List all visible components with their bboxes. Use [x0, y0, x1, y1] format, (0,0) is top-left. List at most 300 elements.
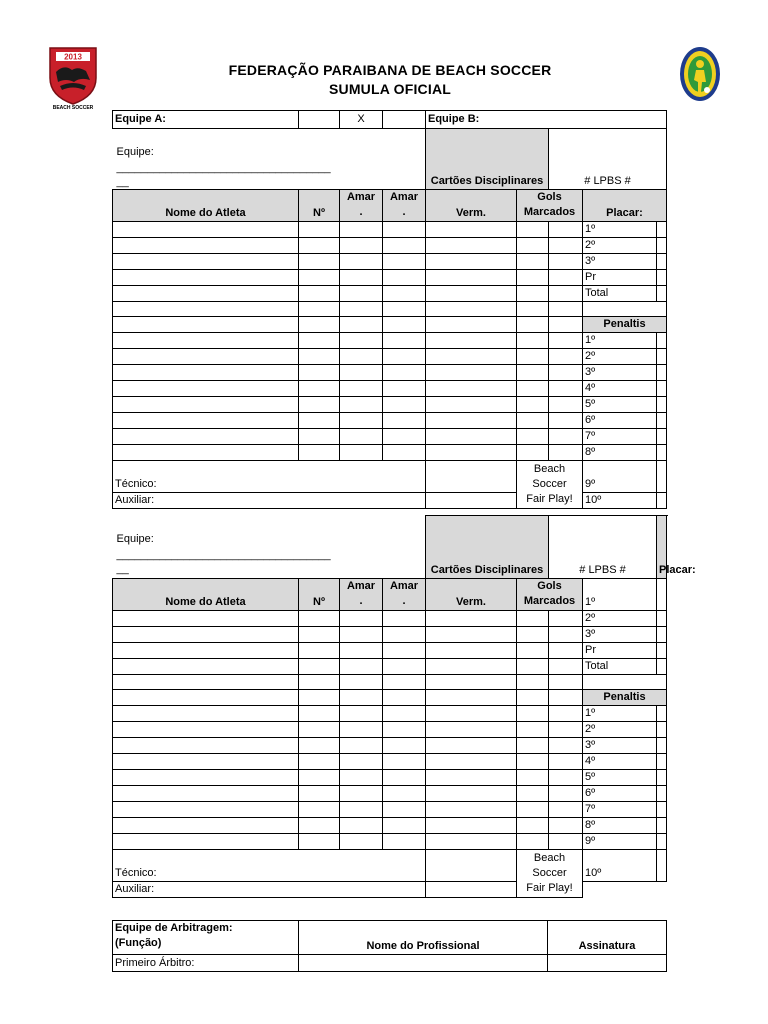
equipe-b-score[interactable]	[383, 111, 426, 129]
player-gols2-cell[interactable]	[549, 833, 583, 849]
penalty-row-value[interactable]	[657, 364, 667, 380]
player-vermelho-cell[interactable]	[426, 444, 517, 460]
player-number-cell[interactable]	[299, 380, 340, 396]
penaltis-header: Penaltis	[583, 689, 667, 705]
player-vermelho-cell[interactable]	[426, 785, 517, 801]
player-vermelho-cell[interactable]	[426, 253, 517, 269]
lpbs-header: # LPBS #	[549, 516, 657, 579]
player-number-cell[interactable]	[299, 253, 340, 269]
player-amarelo1-cell[interactable]	[340, 301, 383, 316]
player-amarelo2-cell[interactable]	[383, 785, 426, 801]
player-vermelho-cell[interactable]	[426, 689, 517, 705]
player-amarelo1-cell[interactable]	[340, 396, 383, 412]
period-row-value[interactable]	[657, 626, 667, 642]
auxiliar-signature[interactable]	[426, 492, 517, 508]
player-gols1-cell[interactable]	[517, 833, 549, 849]
player-amarelo2-cell[interactable]	[383, 364, 426, 380]
player-amarelo2-cell[interactable]	[383, 348, 426, 364]
player-vermelho-cell[interactable]	[426, 269, 517, 285]
cartoes-header: Cartões Disciplinares	[426, 516, 549, 579]
player-vermelho-cell[interactable]	[426, 237, 517, 253]
penalty-row-value[interactable]	[657, 492, 667, 508]
player-gols2-cell[interactable]	[549, 221, 583, 237]
penalty-row-label: 8º	[583, 817, 657, 833]
player-vermelho-cell[interactable]	[426, 721, 517, 737]
player-gols2-cell[interactable]	[549, 253, 583, 269]
player-gols2-cell[interactable]	[549, 610, 583, 626]
player-gols2-cell[interactable]	[549, 642, 583, 658]
player-name-cell[interactable]	[113, 801, 299, 817]
player-gols1-cell[interactable]	[517, 412, 549, 428]
player-gols1-cell[interactable]	[517, 658, 549, 674]
versus-mark: X	[340, 111, 383, 129]
player-row	[113, 801, 667, 817]
player-number-cell[interactable]	[299, 626, 340, 642]
player-number-cell[interactable]	[299, 348, 340, 364]
penalty-row-value[interactable]	[657, 817, 667, 833]
period-row-value[interactable]	[657, 253, 667, 269]
player-gols2-cell[interactable]	[549, 332, 583, 348]
player-name-cell[interactable]	[113, 721, 299, 737]
primeiro-arbitro-assinatura[interactable]	[548, 955, 667, 972]
penalty-row-value[interactable]	[657, 332, 667, 348]
period-row-value[interactable]	[657, 221, 667, 237]
penaltis-header: Penaltis	[583, 316, 667, 332]
player-name-cell[interactable]	[113, 221, 299, 237]
col-gols-marcados	[517, 578, 583, 610]
player-name-cell[interactable]	[113, 769, 299, 785]
player-amarelo1-cell[interactable]	[340, 737, 383, 753]
player-name-cell[interactable]	[113, 689, 299, 705]
player-amarelo1-cell[interactable]	[340, 444, 383, 460]
player-gols1-cell[interactable]	[517, 769, 549, 785]
penalty-row-value[interactable]	[657, 460, 667, 492]
player-amarelo2-cell[interactable]	[383, 253, 426, 269]
player-gols2-cell[interactable]	[549, 737, 583, 753]
player-gols2-cell[interactable]	[549, 364, 583, 380]
player-row	[113, 428, 667, 444]
player-number-cell[interactable]	[299, 316, 340, 332]
assinatura-header: Assinatura	[548, 921, 667, 955]
placar-spacer	[583, 674, 667, 689]
player-amarelo1-cell[interactable]	[340, 221, 383, 237]
player-number-cell[interactable]	[299, 689, 340, 705]
player-row	[113, 689, 667, 705]
federation-logo-right	[676, 44, 724, 104]
player-row	[113, 221, 667, 237]
player-gols1-cell[interactable]	[517, 753, 549, 769]
player-vermelho-cell[interactable]	[426, 658, 517, 674]
player-vermelho-cell[interactable]	[426, 396, 517, 412]
player-amarelo2-cell[interactable]	[383, 658, 426, 674]
player-number-cell[interactable]	[299, 444, 340, 460]
player-vermelho-cell[interactable]	[426, 626, 517, 642]
player-vermelho-cell[interactable]	[426, 428, 517, 444]
player-number-cell[interactable]	[299, 785, 340, 801]
player-row	[113, 348, 667, 364]
player-amarelo1-cell[interactable]	[340, 658, 383, 674]
player-vermelho-cell[interactable]	[426, 412, 517, 428]
player-gols2-cell[interactable]	[549, 785, 583, 801]
player-gols1-cell[interactable]	[517, 785, 549, 801]
penalty-row-value[interactable]	[657, 444, 667, 460]
player-amarelo1-cell[interactable]	[340, 626, 383, 642]
equipe-underline[interactable]: ___________________________________	[116, 548, 331, 561]
player-amarelo2-cell[interactable]	[383, 769, 426, 785]
player-gols1-cell[interactable]	[517, 737, 549, 753]
period-row-label: Total	[583, 658, 657, 674]
player-vermelho-cell[interactable]	[426, 221, 517, 237]
referee-section	[112, 920, 667, 972]
penalty-row-value[interactable]	[657, 801, 667, 817]
player-gols1-cell[interactable]	[517, 801, 549, 817]
col-amar1-text: Amar	[346, 191, 376, 203]
player-number-cell[interactable]	[299, 237, 340, 253]
player-amarelo2-cell[interactable]	[383, 428, 426, 444]
player-gols2-cell[interactable]	[549, 396, 583, 412]
tecnico-signature[interactable]	[426, 849, 517, 881]
player-amarelo2-cell[interactable]	[383, 412, 426, 428]
player-name-cell[interactable]	[113, 332, 299, 348]
fairplay-beach: Beach	[533, 851, 566, 864]
player-amarelo2-cell[interactable]	[383, 626, 426, 642]
player-number-cell[interactable]	[299, 674, 340, 689]
primeiro-arbitro-label: Primeiro Árbitro:	[113, 955, 299, 972]
penalty-row-value[interactable]	[657, 753, 667, 769]
player-amarelo2-cell[interactable]	[383, 721, 426, 737]
cartoes-header: Cartões Disciplinares	[426, 129, 549, 190]
penalty-row-value[interactable]	[657, 849, 667, 881]
player-vermelho-cell[interactable]	[426, 285, 517, 301]
player-gols2-cell[interactable]	[549, 237, 583, 253]
player-vermelho-cell[interactable]	[426, 301, 517, 316]
player-name-cell[interactable]	[113, 674, 299, 689]
player-gols2-cell[interactable]	[549, 301, 583, 316]
logo-year-text: 2013	[64, 52, 82, 62]
player-amarelo2-cell[interactable]	[383, 801, 426, 817]
col-amarelo-1	[340, 189, 383, 221]
player-gols2-cell[interactable]	[549, 428, 583, 444]
player-number-cell[interactable]	[299, 642, 340, 658]
player-number-cell[interactable]	[299, 610, 340, 626]
player-amarelo1-cell[interactable]	[340, 412, 383, 428]
player-gols1-cell[interactable]	[517, 610, 549, 626]
player-name-cell[interactable]	[113, 817, 299, 833]
player-name-cell[interactable]	[113, 380, 299, 396]
player-gols1-cell[interactable]	[517, 380, 549, 396]
period-row-label: Pr	[583, 269, 657, 285]
period-row-label: 2º	[583, 610, 657, 626]
player-gols2-cell[interactable]	[549, 769, 583, 785]
period-row-value[interactable]	[657, 237, 667, 253]
player-gols2-cell[interactable]	[549, 444, 583, 460]
player-amarelo1-cell[interactable]	[340, 753, 383, 769]
player-amarelo2-cell[interactable]	[383, 396, 426, 412]
player-number-cell[interactable]	[299, 412, 340, 428]
lpbs-header: # LPBS #	[549, 129, 667, 190]
player-name-cell[interactable]	[113, 348, 299, 364]
player-gols1-cell[interactable]	[517, 316, 549, 332]
player-amarelo2-cell[interactable]	[383, 237, 426, 253]
player-gols1-cell[interactable]	[517, 705, 549, 721]
player-gols2-cell[interactable]	[549, 348, 583, 364]
player-name-cell[interactable]	[113, 833, 299, 849]
player-amarelo1-cell[interactable]	[340, 785, 383, 801]
player-name-cell[interactable]	[113, 285, 299, 301]
player-gols1-cell[interactable]	[517, 721, 549, 737]
player-amarelo1-cell[interactable]	[340, 705, 383, 721]
primeiro-arbitro-nome[interactable]	[299, 955, 548, 972]
period-row-label: 2º	[583, 237, 657, 253]
player-gols2-cell[interactable]	[549, 380, 583, 396]
player-name-cell[interactable]	[113, 642, 299, 658]
player-amarelo2-cell[interactable]	[383, 737, 426, 753]
player-name-cell[interactable]	[113, 785, 299, 801]
player-amarelo1-cell[interactable]	[340, 380, 383, 396]
player-vermelho-cell[interactable]	[426, 737, 517, 753]
player-name-cell[interactable]	[113, 412, 299, 428]
player-amarelo1-cell[interactable]	[340, 428, 383, 444]
player-vermelho-cell[interactable]	[426, 753, 517, 769]
player-amarelo2-cell[interactable]	[383, 380, 426, 396]
player-name-cell[interactable]	[113, 610, 299, 626]
col-amar2-dot: .	[402, 206, 406, 218]
player-number-cell[interactable]	[299, 396, 340, 412]
player-number-cell[interactable]	[299, 221, 340, 237]
player-gols1-cell[interactable]	[517, 301, 549, 316]
penalty-row-value[interactable]	[657, 412, 667, 428]
player-number-cell[interactable]	[299, 737, 340, 753]
referee-funcao-text: (Função)	[115, 937, 162, 949]
player-name-cell[interactable]	[113, 737, 299, 753]
player-gols1-cell[interactable]	[517, 269, 549, 285]
player-number-cell[interactable]	[299, 301, 340, 316]
equipe-underline[interactable]: ___________________________________	[116, 161, 331, 174]
player-amarelo2-cell[interactable]	[383, 674, 426, 689]
player-vermelho-cell[interactable]	[426, 380, 517, 396]
penalty-row-value[interactable]	[657, 833, 667, 849]
player-vermelho-cell[interactable]	[426, 769, 517, 785]
player-amarelo1-cell[interactable]	[340, 721, 383, 737]
player-amarelo2-cell[interactable]	[383, 316, 426, 332]
period-value[interactable]	[657, 578, 667, 610]
player-name-cell[interactable]	[113, 753, 299, 769]
player-number-cell[interactable]	[299, 753, 340, 769]
player-name-cell[interactable]	[113, 364, 299, 380]
player-name-cell[interactable]	[113, 444, 299, 460]
match-teams-row	[112, 110, 667, 129]
player-name-cell[interactable]	[113, 396, 299, 412]
auxiliar-label: Auxiliar:	[113, 881, 426, 897]
player-number-cell[interactable]	[299, 833, 340, 849]
player-amarelo1-cell[interactable]	[340, 833, 383, 849]
player-amarelo1-cell[interactable]	[340, 610, 383, 626]
penalty-row-value[interactable]	[657, 396, 667, 412]
player-row	[113, 332, 667, 348]
player-gols1-cell[interactable]	[517, 221, 549, 237]
fairplay-soccer: Soccer	[532, 477, 567, 490]
col-numero: Nº	[299, 578, 340, 610]
player-gols1-cell[interactable]	[517, 674, 549, 689]
player-amarelo2-cell[interactable]	[383, 705, 426, 721]
player-amarelo1-cell[interactable]	[340, 689, 383, 705]
player-row	[113, 269, 667, 285]
player-gols1-cell[interactable]	[517, 428, 549, 444]
player-row	[113, 642, 667, 658]
player-amarelo2-cell[interactable]	[383, 269, 426, 285]
period-row-value[interactable]	[657, 658, 667, 674]
player-vermelho-cell[interactable]	[426, 364, 517, 380]
player-vermelho-cell[interactable]	[426, 316, 517, 332]
player-name-cell[interactable]	[113, 626, 299, 642]
player-amarelo1-cell[interactable]	[340, 237, 383, 253]
player-amarelo2-cell[interactable]	[383, 753, 426, 769]
player-gols2-cell[interactable]	[549, 753, 583, 769]
player-vermelho-cell[interactable]	[426, 642, 517, 658]
penalty-row-value[interactable]	[657, 737, 667, 753]
player-gols2-cell[interactable]	[549, 316, 583, 332]
period-row-value[interactable]	[657, 269, 667, 285]
player-gols2-cell[interactable]	[549, 285, 583, 301]
player-gols2-cell[interactable]	[549, 412, 583, 428]
period-row-value[interactable]	[657, 610, 667, 626]
player-number-cell[interactable]	[299, 705, 340, 721]
player-amarelo1-cell[interactable]	[340, 817, 383, 833]
player-amarelo1-cell[interactable]	[340, 253, 383, 269]
player-vermelho-cell[interactable]	[426, 674, 517, 689]
penalty-row-value[interactable]	[657, 769, 667, 785]
penalty-row-value[interactable]	[657, 785, 667, 801]
player-number-cell[interactable]	[299, 769, 340, 785]
player-gols1-cell[interactable]	[517, 689, 549, 705]
player-amarelo2-cell[interactable]	[383, 833, 426, 849]
tecnico-signature[interactable]	[426, 460, 517, 492]
player-name-cell[interactable]	[113, 301, 299, 316]
player-gols1-cell[interactable]	[517, 626, 549, 642]
player-gols2-cell[interactable]	[549, 626, 583, 642]
player-amarelo1-cell[interactable]	[340, 269, 383, 285]
player-name-cell[interactable]	[113, 658, 299, 674]
player-amarelo2-cell[interactable]	[383, 444, 426, 460]
player-gols1-cell[interactable]	[517, 396, 549, 412]
penalty-row-value[interactable]	[657, 428, 667, 444]
penalty-row-value[interactable]	[657, 705, 667, 721]
player-row	[113, 301, 667, 316]
col-vermelho: Verm.	[426, 189, 517, 221]
document-title: FEDERAÇÃO PARAIBANA DE BEACH SOCCER	[228, 62, 552, 78]
player-gols1-cell[interactable]	[517, 253, 549, 269]
player-gols2-cell[interactable]	[549, 674, 583, 689]
penalty-row-value[interactable]	[657, 380, 667, 396]
player-gols1-cell[interactable]	[517, 364, 549, 380]
auxiliar-signature[interactable]	[426, 881, 517, 897]
player-amarelo2-cell[interactable]	[383, 642, 426, 658]
player-vermelho-cell[interactable]	[426, 801, 517, 817]
player-row	[113, 253, 667, 269]
player-row	[113, 316, 667, 332]
period-row-value[interactable]	[657, 285, 667, 301]
player-row	[113, 396, 667, 412]
player-name-cell[interactable]	[113, 705, 299, 721]
player-gols2-cell[interactable]	[549, 721, 583, 737]
player-amarelo1-cell[interactable]	[340, 769, 383, 785]
col-marcados-text: Marcados	[523, 595, 576, 607]
player-gols1-cell[interactable]	[517, 817, 549, 833]
player-amarelo2-cell[interactable]	[383, 221, 426, 237]
equipe-label: Equipe:	[116, 145, 154, 158]
player-gols1-cell[interactable]	[517, 642, 549, 658]
player-gols2-cell[interactable]	[549, 269, 583, 285]
player-name-cell[interactable]	[113, 237, 299, 253]
player-amarelo2-cell[interactable]	[383, 817, 426, 833]
player-number-cell[interactable]	[299, 428, 340, 444]
player-number-cell[interactable]	[299, 364, 340, 380]
player-name-cell[interactable]	[113, 428, 299, 444]
period-row-label: 1º	[583, 221, 657, 237]
player-gols2-cell[interactable]	[549, 658, 583, 674]
player-gols1-cell[interactable]	[517, 444, 549, 460]
player-name-cell[interactable]	[113, 316, 299, 332]
player-vermelho-cell[interactable]	[426, 817, 517, 833]
penalty-row-value[interactable]	[657, 721, 667, 737]
player-amarelo2-cell[interactable]	[383, 689, 426, 705]
player-gols2-cell[interactable]	[549, 705, 583, 721]
player-gols2-cell[interactable]	[549, 689, 583, 705]
col-amar2-text: Amar	[389, 191, 419, 203]
player-number-cell[interactable]	[299, 721, 340, 737]
player-amarelo1-cell[interactable]	[340, 316, 383, 332]
player-number-cell[interactable]	[299, 801, 340, 817]
player-number-cell[interactable]	[299, 332, 340, 348]
player-gols2-cell[interactable]	[549, 801, 583, 817]
player-amarelo2-cell[interactable]	[383, 285, 426, 301]
player-gols1-cell[interactable]	[517, 237, 549, 253]
player-vermelho-cell[interactable]	[426, 332, 517, 348]
period-label: 1º	[583, 578, 657, 610]
player-amarelo1-cell[interactable]	[340, 364, 383, 380]
player-gols1-cell[interactable]	[517, 332, 549, 348]
player-vermelho-cell[interactable]	[426, 348, 517, 364]
player-amarelo1-cell[interactable]	[340, 642, 383, 658]
player-name-cell[interactable]	[113, 253, 299, 269]
penalty-row-value[interactable]	[657, 348, 667, 364]
player-number-cell[interactable]	[299, 269, 340, 285]
player-amarelo1-cell[interactable]	[340, 332, 383, 348]
player-vermelho-cell[interactable]	[426, 705, 517, 721]
player-name-cell[interactable]	[113, 269, 299, 285]
player-vermelho-cell[interactable]	[426, 833, 517, 849]
equipe-underline-2: __	[116, 175, 129, 188]
player-number-cell[interactable]	[299, 285, 340, 301]
player-amarelo2-cell[interactable]	[383, 301, 426, 316]
equipe-a-score[interactable]	[299, 111, 340, 129]
penalty-row-label: 3º	[583, 364, 657, 380]
player-vermelho-cell[interactable]	[426, 610, 517, 626]
player-number-cell[interactable]	[299, 817, 340, 833]
player-number-cell[interactable]	[299, 658, 340, 674]
player-amarelo2-cell[interactable]	[383, 332, 426, 348]
period-row-value[interactable]	[657, 642, 667, 658]
penalty-row-label: 1º	[583, 332, 657, 348]
player-gols1-cell[interactable]	[517, 285, 549, 301]
player-amarelo2-cell[interactable]	[383, 610, 426, 626]
player-amarelo1-cell[interactable]	[340, 285, 383, 301]
player-gols1-cell[interactable]	[517, 348, 549, 364]
player-amarelo1-cell[interactable]	[340, 674, 383, 689]
player-gols2-cell[interactable]	[549, 817, 583, 833]
player-amarelo1-cell[interactable]	[340, 801, 383, 817]
player-amarelo1-cell[interactable]	[340, 348, 383, 364]
